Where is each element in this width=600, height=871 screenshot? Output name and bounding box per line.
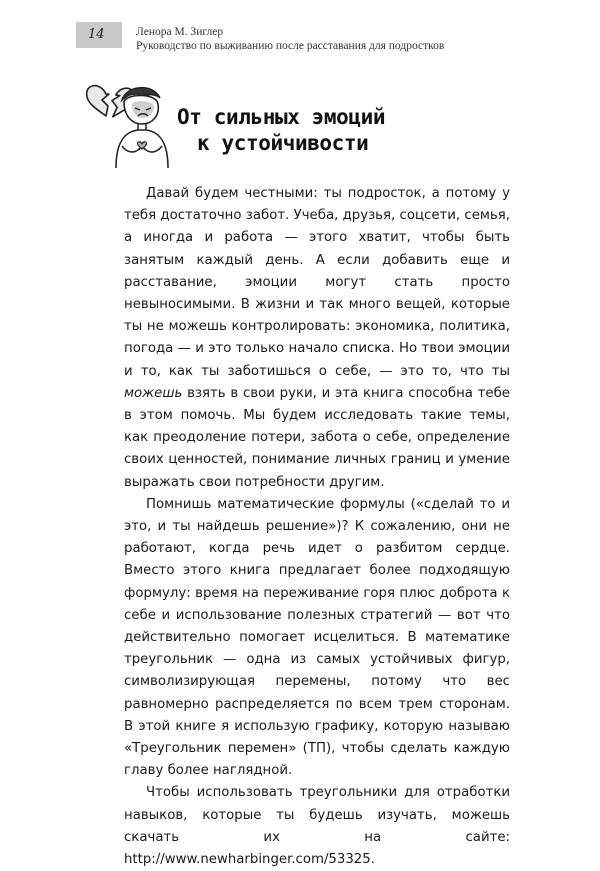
chapter-title-line-1: От сильных эмоций	[177, 105, 386, 129]
chapter-title-line-2: к устойчивости	[197, 131, 369, 155]
paragraph-1-part-b: взять в свои руки, и эта книга способна тебе в этом помочь. Мы будем исследовать такие темы, как преодоление потери, забота о себе, определение своих ценностей, понимание личных границ и умение выражать свои потребности другим.	[124, 385, 510, 490]
paragraph-1-emphasis: можешь	[124, 385, 183, 401]
paragraph-1	[124, 183, 510, 494]
paragraph-1-part-a: Давай будем честными: ты подросток, а потому у тебя достаточно забот. Учеба, друзья, соцсети, семья, а иногда и работа — этого хватит, чтобы быть занятым каждый день. А если добавить еще и расставание, эмоции могут стать просто невыносимыми. В жизни и так много вещей, которые ты не можешь контролировать: экономика, политика, погода — и это только начало списка. Но твои эмоции и то, как ты заботишься о себе, — это то, что ты	[124, 186, 510, 379]
running-header	[136, 25, 444, 53]
paragraph-2: Помнишь математические формулы («сделай то и это, и ты найдешь решение»)? К сожалению, они не работают, когда речь идет о разбитом сердце. Вместо этого книга предлагает более подходящую формулу: время на переживание горя плюс доброта к себе и использование полезных стратегий — вот что действительно помогает исцелиться. В математике треугольник — одна из самых устойчивых фигур, символизирующая перемены, потому что вес равномерно распределяется по всем трем сторонам. В этой книге я использую графику, которую называю «Треугольник перемен» (ТП), чтобы сделать каждую главу более наглядной.	[124, 496, 510, 779]
body-text	[124, 183, 510, 871]
paragraph-3: Чтобы использовать треугольники для отработки навыков, которые ты будешь изучать, можешь скачать их на сайте: http://www.newharbinger.com/53325.	[124, 785, 510, 868]
heartbroken-teen-icon	[82, 72, 178, 170]
header-author: Ленора М. Зиглер	[136, 26, 224, 38]
chapter-title	[177, 104, 385, 156]
page-number: 14	[88, 27, 105, 42]
header-book-title: Руководство по выживанию после расставания для подростков	[136, 40, 445, 52]
